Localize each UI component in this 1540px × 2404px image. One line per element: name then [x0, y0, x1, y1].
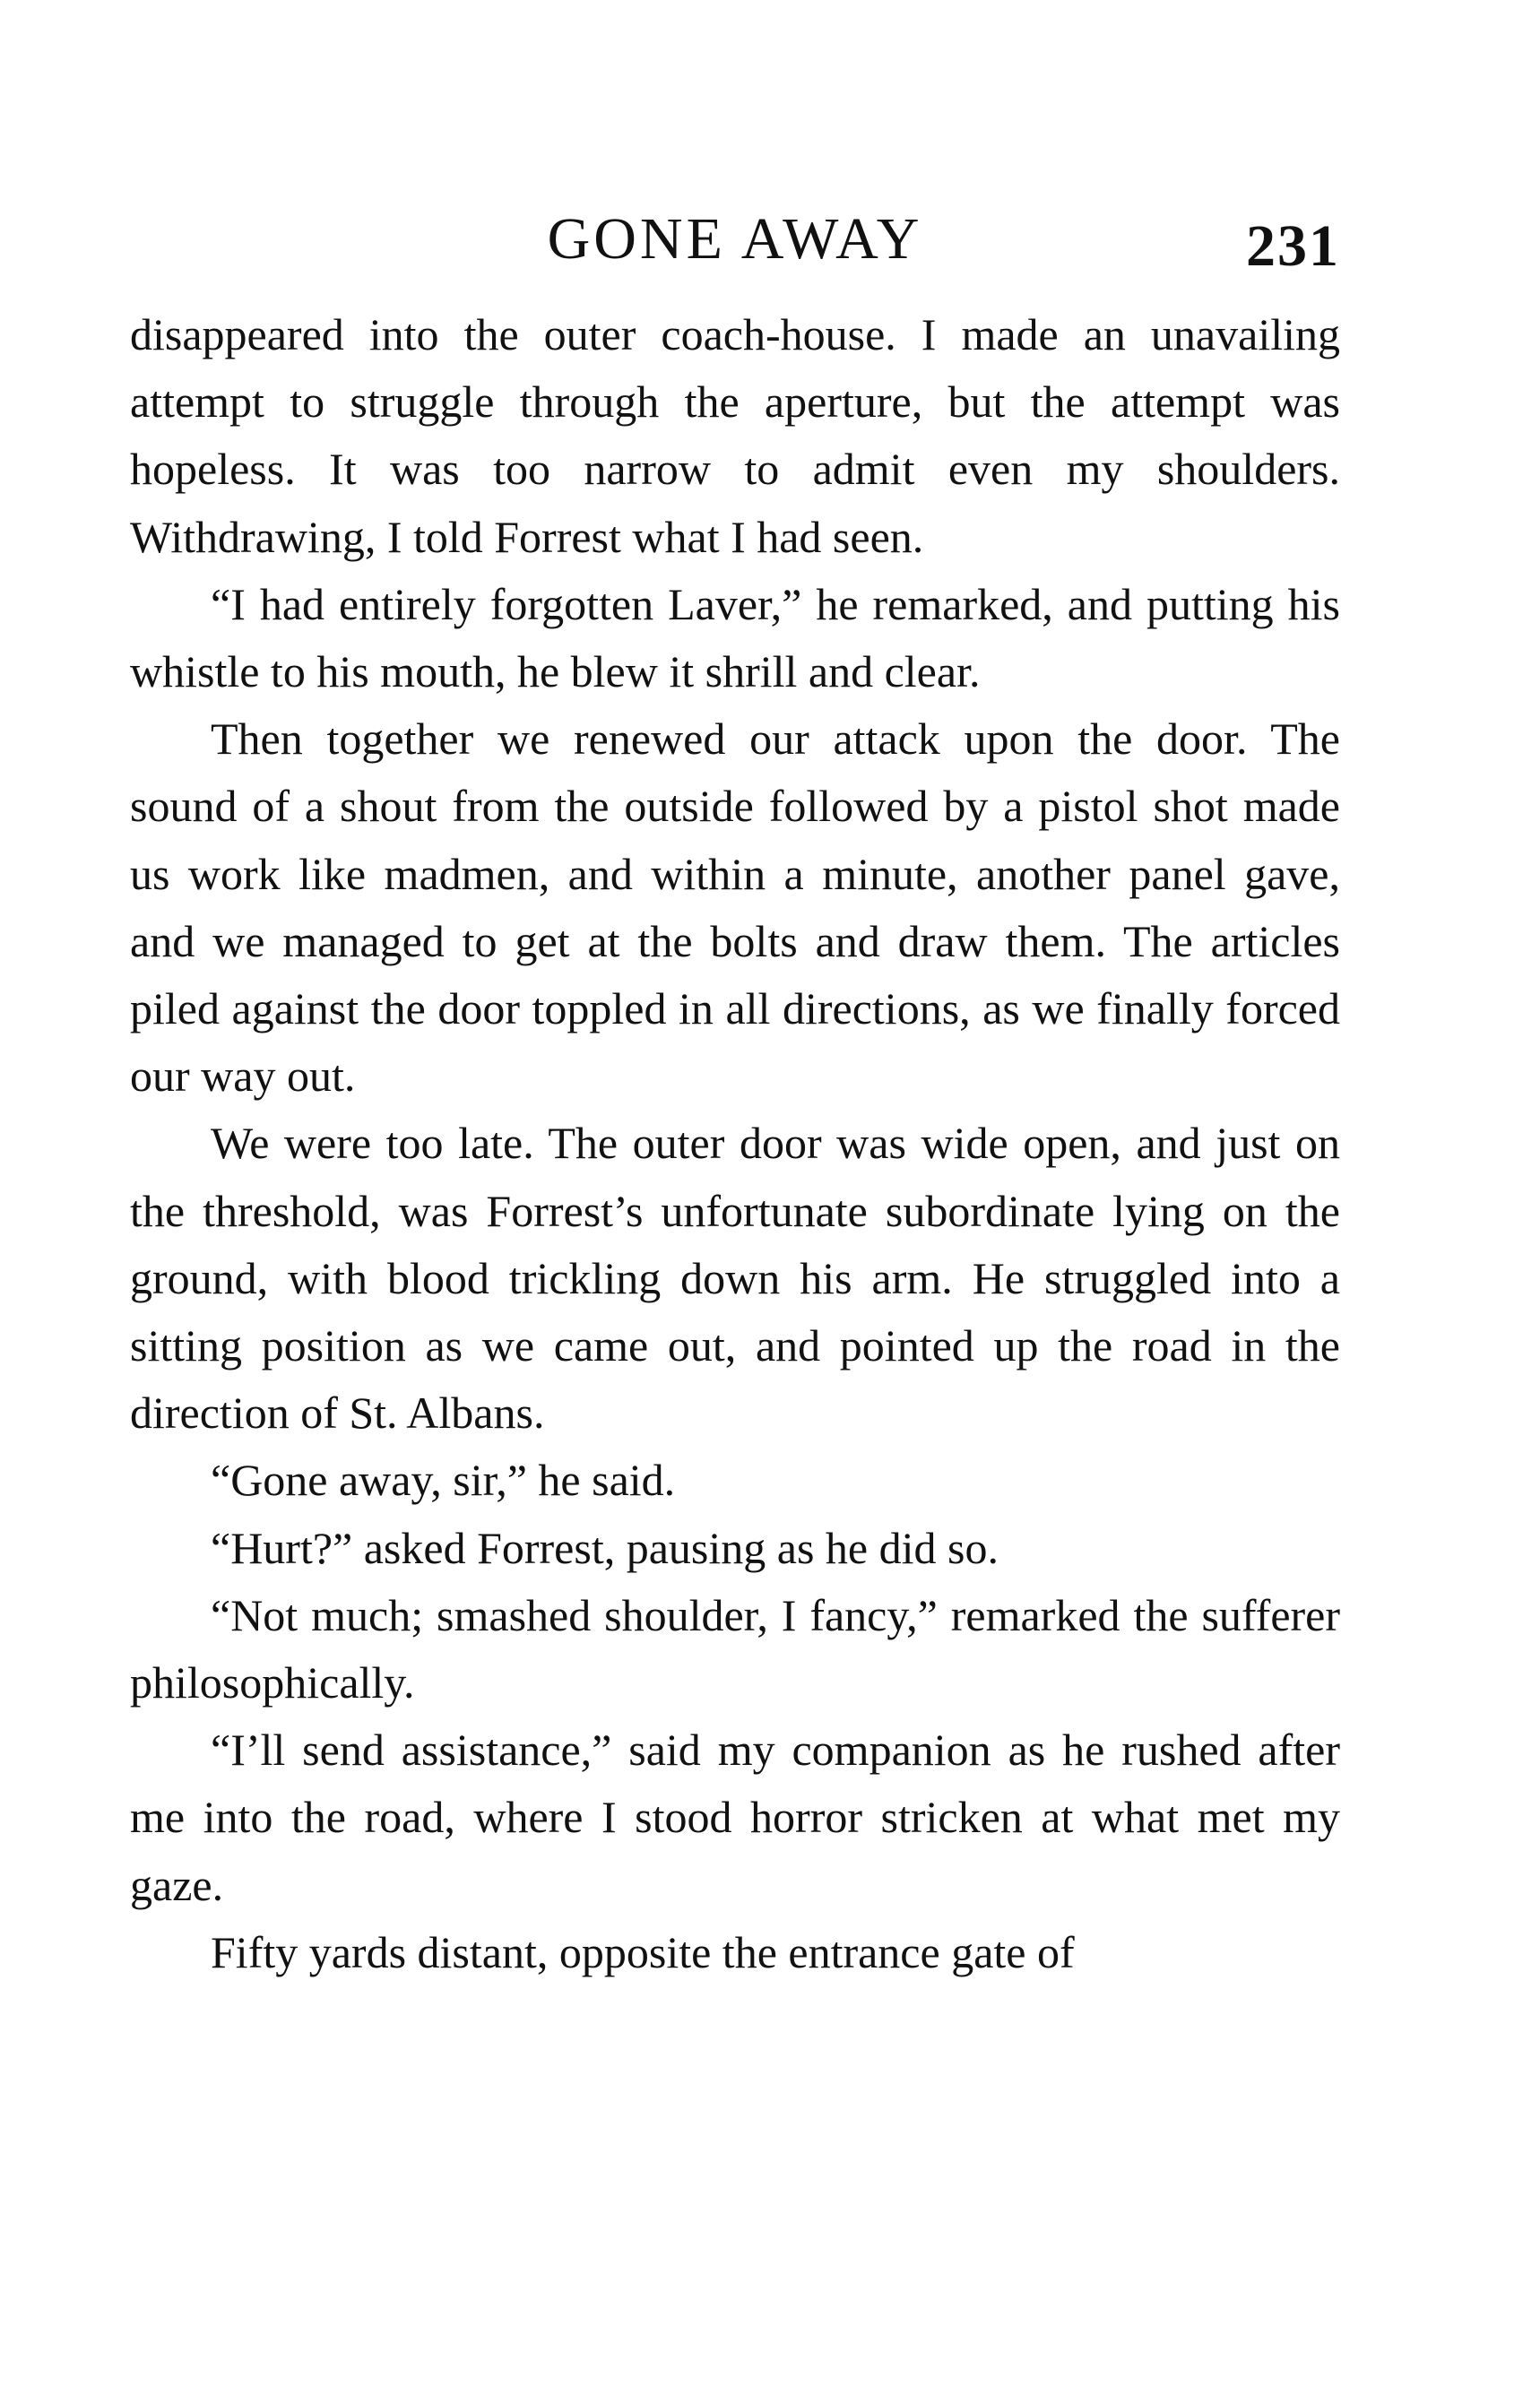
- paragraph-continuation: disappeared into the outer coach-house. I made an unavailing attempt to struggle through the aperture, but the attempt was hopeless. It was too narrow to admit even my shoulders. Withdrawing, I told Forrest what I had seen.: [130, 309, 1340, 562]
- page-number: 231: [1246, 213, 1340, 279]
- running-head: [130, 199, 1340, 280]
- paragraph: Then together we renewed our attack upon the door. The sound of a shout from the outside followed by a pistol shot made us work like madmen, and within a minute, another panel gave, and we managed to get at the bolts and draw them. The articles piled against the door toppled in all directions, as we finally forced our way out.: [130, 713, 1340, 1102]
- paragraph: “Not much; smashed shoulder, I fancy,” remarked the sufferer philosophically.: [130, 1589, 1340, 1708]
- paragraph: “I’ll send assistance,” said my companion as he rushed after me into the road, where I stood horror stricken at what met my gaze.: [130, 1725, 1340, 1910]
- paragraph: Fifty yards distant, opposite the entrance gate of: [211, 1926, 1075, 1977]
- paragraph: “I had entirely forgotten Laver,” he remarked, and putting his whistle to his mouth, he blew it shrill and clear.: [130, 578, 1340, 697]
- paragraph: We were too late. The outer door was wide open, and just on the threshold, was Forrest’s unfortunate subordinate lying on the ground, with blood trickling down his arm. He struggled into a sitting position as we came out, and pointed up the road in the direction of St. Albans.: [130, 1118, 1340, 1439]
- body-text: [130, 301, 1340, 1986]
- paragraph: “Gone away, sir,” he said.: [211, 1455, 676, 1506]
- running-title: GONE AWAY: [547, 206, 923, 272]
- paragraph: “Hurt?” asked Forrest, pausing as he did so.: [211, 1522, 999, 1573]
